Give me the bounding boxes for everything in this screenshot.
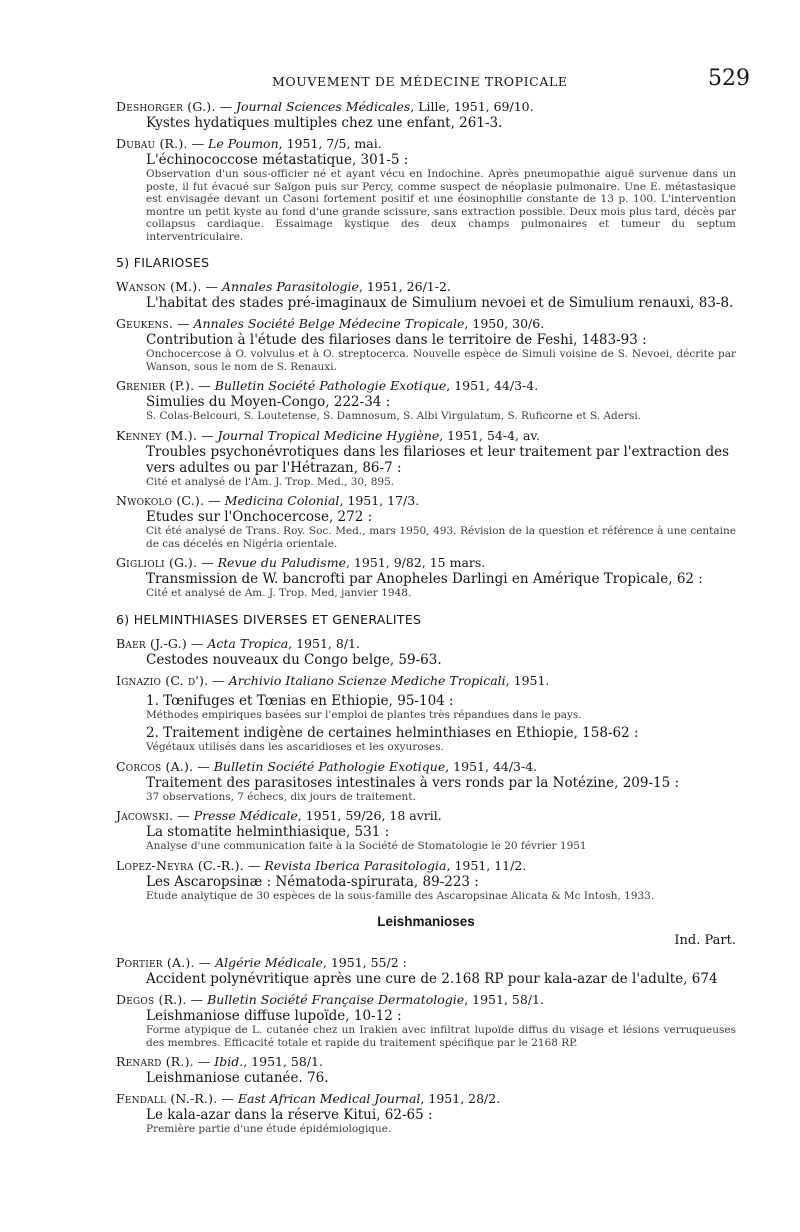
entry-title: La stomatite helminthiasique, 531 : — [146, 824, 390, 840]
bibliography-entry — [116, 377, 736, 423]
entry-volume: , 1951, 17/3. — [339, 493, 420, 508]
entry-volume: , 1951, 28/2. — [420, 1091, 501, 1106]
entry-author: Renard (R.). — [116, 1054, 194, 1069]
entry-journal: Annales Parasitologie — [221, 279, 359, 294]
entry-journal: Journal Tropical Medicine Hygiène — [217, 427, 440, 443]
entry-volume: , 1951, 55/2 : — [322, 955, 407, 970]
entry-group-leishmanioses — [116, 954, 736, 1136]
entry-author: Kenney (M.). — [116, 427, 198, 443]
bibliography-entry — [116, 135, 736, 243]
entry-note: Observation d'un sous-officier né et ayant vécu en Indochine. Après pneumopathie aiguë survenue dans un poste, il fut évacué sur Saïgon puis sur Percy, comme suspect de néoplasie pulmonaire. Une E. métastasique est envisagée devant un Casoni fortement positif et une éosinophilie constante de 13 p. 100. L'intervention montre un petit kyste au fond d'une grande scissure, sans extraction possible. Deux mois plus tard, décès par collapsus cardiaque. Essaimage kystique des deux champs pulmonaires et tumeur du septum interventriculaire. — [146, 168, 736, 243]
entry-note: Végétaux utilisés dans les ascaridioses et les oxyuroses. — [146, 741, 444, 753]
bibliography-entry — [116, 427, 736, 489]
entry-journal: Revista Iberica Parasitologia — [264, 857, 447, 873]
entry-volume: , 1951, 54-4, av. — [439, 427, 540, 443]
reference-line: Nwokolo (C.). — Medicina Colonial, 1951, 17/3. — [116, 493, 420, 508]
reference-line: Baer (J.-G.) — Acta Tropica, 1951, 8/1. — [116, 635, 360, 651]
bibliography-entry — [116, 278, 736, 311]
ind-part-label: Ind. Part. — [674, 933, 736, 948]
entry-journal: Le Poumon — [208, 136, 279, 151]
reference-line: Wanson (M.). — Annales Parasitologie, 1951, 26/1-2. — [116, 279, 451, 294]
entry-title: Kystes hydatiques multiples chez une enfant, 261-3. — [146, 115, 503, 131]
entry-journal: Revue du Paludisme — [217, 555, 346, 570]
entry-title: Leishmaniose diffuse lupoïde, 10-12 : — [146, 1008, 402, 1024]
reference-line: Grenier (P.). — Bulletin Société Pathologie Exotique, 1951, 44/3-4. — [116, 378, 539, 393]
entry-journal: Bulletin Société Pathologie Exotique — [214, 378, 447, 393]
bibliography-entry — [116, 315, 736, 373]
bibliography-entry — [116, 1090, 736, 1136]
reference-line: Renard (R.). — Ibid., 1951, 58/1. — [116, 1054, 323, 1069]
entry-author: Lopez-Neyra (C.-R.). — [116, 857, 244, 873]
bibliography-entry — [116, 857, 736, 903]
entry-volume: , 1950, 30/6. — [464, 316, 545, 331]
entry-journal: Acta Tropica — [207, 635, 289, 651]
entry-volume: , 1951, 11/2. — [446, 857, 527, 873]
reference-line: Kenney (M.). — Journal Tropical Medicine Hygiène, 1951, 54-4, av. — [116, 427, 540, 443]
entry-title: Le kala-azar dans la réserve Kitui, 62-65 : — [146, 1107, 433, 1123]
reference-line: Corcos (A.). — Bulletin Société Pathologie Exotique, 1951, 44/3-4. — [116, 758, 538, 774]
entry-note: S. Colas-Belcouri, S. Loutetense, S. Damnosum, S. Albi Virgulatum, S. Ruficorne et S. Adersi. — [146, 410, 642, 422]
bibliography-entry — [116, 635, 736, 668]
entry-journal: Bulletin Société Française Dermatologie — [207, 992, 465, 1007]
page-number: 529 — [708, 66, 750, 91]
entry-note: Cité et analysé de Am. J. Trop. Med, janvier 1948. — [146, 587, 412, 599]
entry-author: Deshorger (G.). — [116, 99, 216, 114]
entry-author: Grenier (P.). — [116, 378, 195, 393]
entry-note: Première partie d'une étude épidémiologique. — [146, 1123, 392, 1135]
bibliography-entry — [116, 492, 736, 550]
reference-line: Degos (R.). — Bulletin Société Française Dermatologie, 1951, 58/1. — [116, 992, 544, 1007]
entry-title: Simulies du Moyen-Congo, 222-34 : — [146, 394, 391, 410]
entry-note: Cité et analysé de l'Am. J. Trop. Med., 30, 895. — [146, 475, 395, 488]
entry-note: Cit été analysé de Trans. Roy. Soc. Med., mars 1950, 493. Révision de la question et référence à une centaine de cas décelés en Nigéria orientale. — [146, 525, 736, 550]
entry-journal: Archivio Italiano Scienze Mediche Tropicali — [228, 672, 506, 688]
reference-line: Portier (A.). — Algérie Médicale, 1951, 55/2 : — [116, 955, 407, 970]
entry-title: Cestodes nouveaux du Congo belge, 59-63. — [146, 651, 442, 668]
section-heading-helminthiases: 6) HELMINTHIASES DIVERSES ET GENERALITES — [116, 611, 422, 627]
entry-title: L'échinococcose métastatique, 301-5 : — [146, 152, 409, 168]
reference-line: Ignazio (C. d'). — Archivio Italiano Scienze Mediche Tropicali, 1951. — [116, 672, 550, 688]
entry-author: Ignazio (C. d'). — [116, 672, 209, 688]
entry-journal: Presse Médicale — [193, 808, 298, 823]
bibliography-entry — [116, 98, 736, 131]
entry-journal: Algérie Médicale — [215, 955, 323, 970]
entry-title: Les Ascaropsinæ : Nématoda-spirurata, 89-223 : — [146, 873, 479, 890]
bibliography-entry — [116, 554, 736, 600]
entry-title: L'habitat des stades pré-imaginaux de Simulium nevoei et de Simulium renauxi, 83-8. — [146, 295, 734, 311]
section-heading-filarioses: 5) FILARIOSES — [116, 255, 210, 270]
entry-title: Contribution à l'étude des filarioses dans le territoire de Feshi, 1483-93 : — [146, 332, 647, 348]
bibliography-entry — [116, 725, 736, 754]
entry-author: Geukens. — [116, 316, 174, 331]
bibliography-entry — [116, 672, 736, 689]
entry-author: Dubau (R.). — [116, 136, 188, 151]
reference-line: Deshorger (G.). — Journal Sciences Médicales, Lille, 1951, 69/10. — [116, 99, 534, 114]
entry-note: Onchocercose à O. volvulus et à O. streptocerca. Nouvelle espèce de Simuli voisine de S. Nevoei, décrite par Wanson, sous le nom de S. Renauxi. — [146, 348, 736, 373]
page-header — [0, 62, 800, 92]
entry-note: 37 observations, 7 échecs, dix jours de traitement. — [146, 790, 416, 803]
entry-journal: Journal Sciences Médicales — [235, 99, 411, 114]
entry-author: Degos (R.). — [116, 992, 187, 1007]
entry-volume: , 1951, 44/3-4. — [446, 378, 539, 393]
entry-author: Wanson (M.). — [116, 279, 202, 294]
entry-journal: Annales Société Belge Médecine Tropicale — [193, 316, 465, 331]
section-heading-leishmanioses: Leishmanioses — [377, 914, 475, 929]
entry-journal: East African Medical Journal — [237, 1091, 421, 1106]
entry-volume: , 1951. — [505, 672, 550, 688]
reference-line: Geukens. — Annales Société Belge Médecine Tropicale, 1950, 30/6. — [116, 316, 545, 331]
entry-author: Nwokolo (C.). — [116, 493, 205, 508]
entry-title: 1. Tœnifuges et Tœnias en Ethiopie, 95-104 : — [146, 692, 454, 709]
reference-line: Jacowski. — Presse Médicale, 1951, 59/26, 18 avril. — [116, 808, 442, 823]
entry-title: Troubles psychonévrotiques dans les filarioses et leur traitement par l'extraction des vers adultes ou par l'Hétrazan, 86-7 : — [146, 443, 730, 476]
entry-title: Accident polynévritique après une cure de 2.168 RP pour kala-azar de l'adulte, 674 — [146, 971, 718, 987]
entry-volume: , 1951, 59/26, 18 avril. — [297, 808, 442, 823]
reference-line: Fendall (N.-R.). — East African Medical Journal, 1951, 28/2. — [116, 1091, 501, 1106]
entry-author: Corcos (A.). — [116, 758, 194, 774]
entry-author: Jacowski. — [116, 808, 174, 823]
entry-author: Fendall (N.-R.). — [116, 1091, 218, 1106]
entry-title: Etudes sur l'Onchocercose, 272 : — [146, 509, 373, 525]
reference-line: Giglioli (G.). — Revue du Paludisme, 1951, 9/82, 15 mars. — [116, 555, 486, 570]
entry-author: Giglioli (G.). — [116, 555, 198, 570]
entry-volume: , 1951, 58/1. — [243, 1054, 323, 1069]
entry-note: Forme atypique de L. cutanée chez un Irakien avec infiltrat lupoïde diffus du visage et lésions verruqueuses des membres. Efficacité totale et rapide du traitement spécifique par le 2168 RP. — [146, 1024, 736, 1049]
entry-volume: , 1951, 8/1. — [288, 635, 360, 651]
bibliography-entry — [116, 693, 736, 722]
entry-volume: , 1951, 58/1. — [464, 992, 544, 1007]
bibliography-entry — [116, 758, 736, 804]
running-title: MOUVEMENT DE MÉDECINE TROPICALE — [272, 74, 568, 89]
bibliography-entry — [116, 807, 736, 853]
entry-title: Traitement des parasitoses intestinales à vers ronds par la Notézine, 209-15 : — [146, 774, 680, 791]
entry-volume: , 1951, 9/82, 15 mars. — [345, 555, 486, 570]
bibliography-entry — [116, 991, 736, 1049]
bibliography-entry — [116, 1053, 736, 1086]
reference-line: Dubau (R.). — Le Poumon, 1951, 7/5, mai. — [116, 136, 382, 151]
reference-line: Lopez-Neyra (C.-R.). — Revista Iberica Parasitologia, 1951, 11/2. — [116, 857, 527, 873]
entry-volume: , 1951, 26/1-2. — [358, 279, 451, 294]
entry-group-filarioses — [116, 278, 736, 600]
entry-note: Analyse d'une communication faite à la Société de Stomatologie le 20 février 1951 — [146, 840, 587, 852]
entry-title: Transmission de W. bancrofti par Anopheles Darlingi en Amérique Tropicale, 62 : — [146, 571, 703, 587]
entry-note: Méthodes empiriques basées sur l'emploi de plantes très répandues dans le pays. — [146, 708, 582, 721]
entry-title: Leishmaniose cutanée. 76. — [146, 1070, 329, 1086]
entry-volume: , 1951, 44/3-4. — [445, 758, 538, 774]
entry-title: 2. Traitement indigène de certaines helminthiases en Ethiopie, 158-62 : — [146, 725, 639, 741]
entry-note: Etude analytique de 30 espèces de la sous-famille des Ascaropsinae Alicata & Mc Intosh, 1933. — [146, 889, 655, 902]
entry-journal: Bulletin Société Pathologie Exotique — [213, 758, 446, 774]
entry-volume: , 1951, 7/5, mai. — [278, 136, 382, 151]
entry-journal: Medicina Colonial — [224, 493, 340, 508]
entry-volume: , Lille, 1951, 69/10. — [410, 99, 534, 114]
entry-group-helminthiases — [116, 635, 736, 903]
entry-author: Baer (J.-G.) — [116, 635, 187, 651]
entry-journal: Ibid. — [214, 1054, 244, 1069]
entry-author: Portier (A.). — [116, 955, 195, 970]
entry-group-hydatid — [116, 98, 736, 243]
bibliography-entry — [116, 954, 736, 987]
bibliography-content — [116, 98, 736, 1140]
